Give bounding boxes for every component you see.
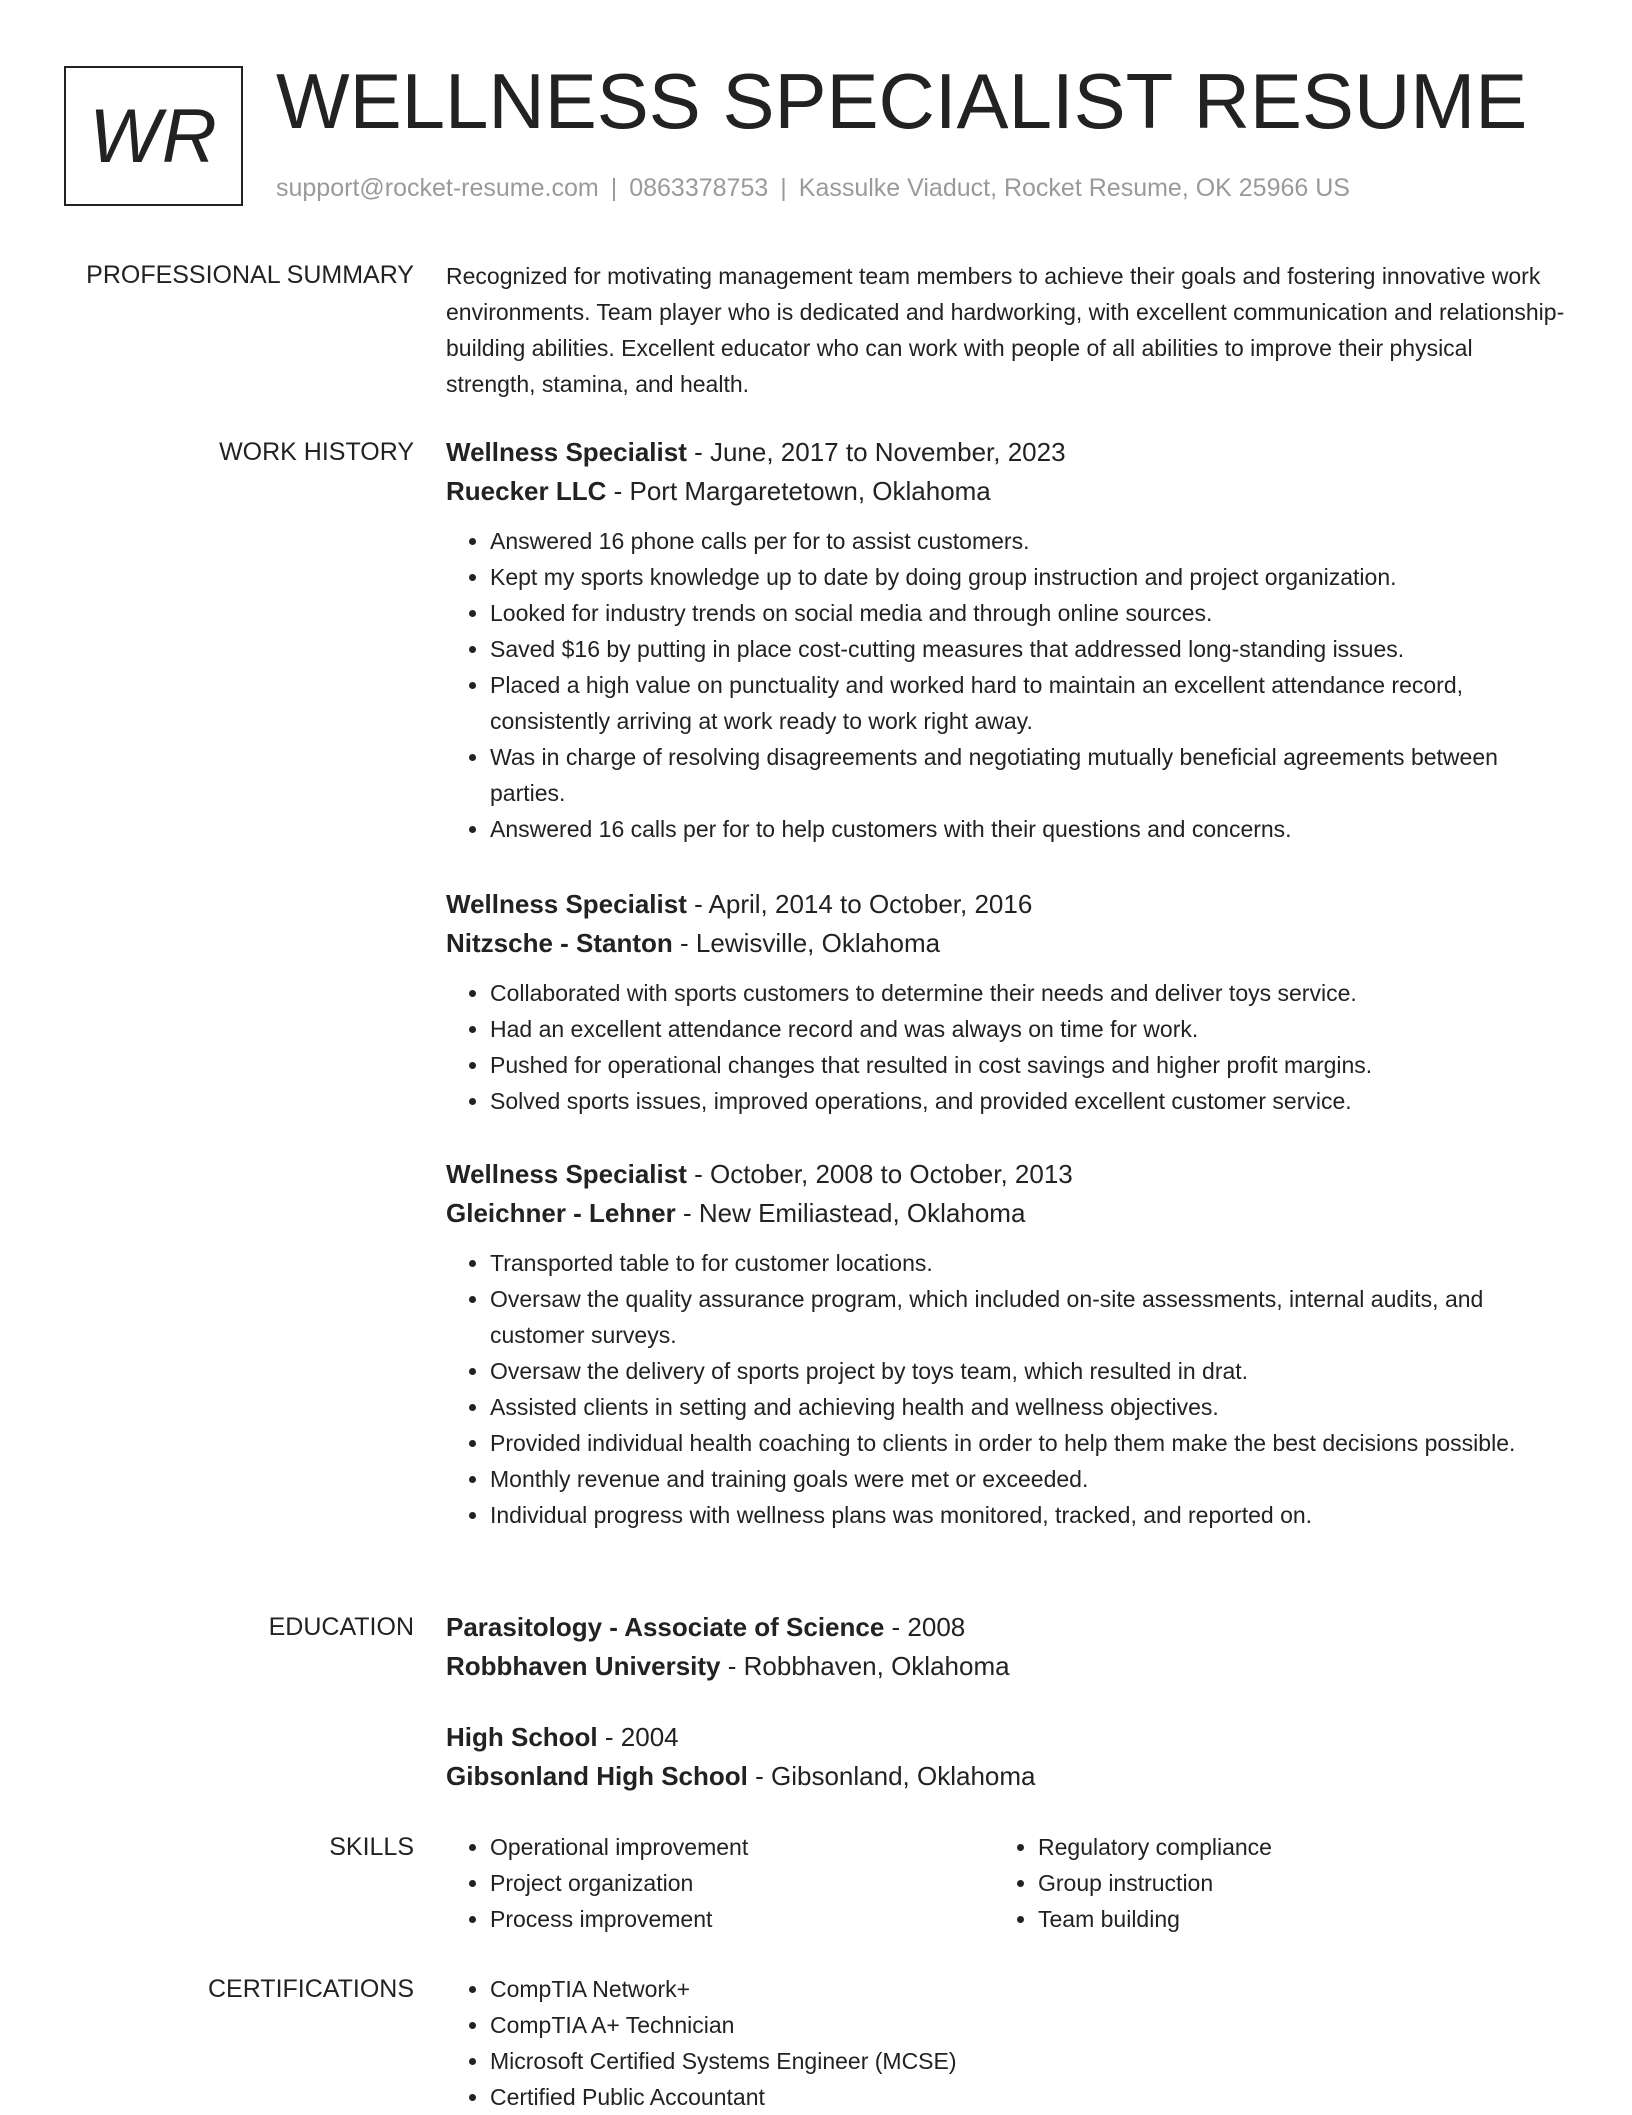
degree-year: - 2008 xyxy=(884,1612,966,1642)
list-item: • Oversaw the quality assurance program, which included on-site assessments, internal audits, and customer surveys. xyxy=(490,1281,1566,1353)
list-item: • Transported table to for customer locations. xyxy=(490,1245,1566,1281)
skills-column-left xyxy=(446,1829,994,1937)
certification-item: • Microsoft Certified Systems Engineer (MCSE) xyxy=(490,2043,1566,2079)
contact-separator: | xyxy=(610,174,618,202)
education-entry xyxy=(446,1718,1566,1796)
job-dates: - June, 2017 to November, 2023 xyxy=(686,437,1066,467)
job-location: - Lewisville, Oklahoma xyxy=(672,928,941,958)
job-title: Wellness Specialist xyxy=(446,1159,687,1189)
skill-item: • Process improvement xyxy=(490,1901,994,1937)
school-line xyxy=(446,1647,1566,1686)
job-bullets xyxy=(446,523,1566,847)
job-dates: - April, 2014 to October, 2016 xyxy=(686,889,1033,919)
resume-title: WELLNESS SPECIALIST RESUME xyxy=(276,57,1528,145)
school-name: Gibsonland High School xyxy=(446,1761,748,1791)
job-bullets xyxy=(446,1245,1566,1533)
monogram-logo: WR xyxy=(64,66,243,206)
job-company: Ruecker LLC xyxy=(446,476,607,506)
skill-item: • Group instruction xyxy=(1038,1865,1542,1901)
contact-line xyxy=(276,174,1350,203)
job-title: Wellness Specialist xyxy=(446,437,687,467)
job-title-line xyxy=(446,1155,1566,1194)
degree-line xyxy=(446,1718,1566,1757)
skills-grid xyxy=(446,1829,1566,1937)
degree-line xyxy=(446,1608,1566,1647)
degree-name: High School xyxy=(446,1722,598,1752)
certifications-section xyxy=(446,1971,1566,2115)
school-location: - Robbhaven, Oklahoma xyxy=(720,1651,1010,1681)
list-item: • Monthly revenue and training goals were met or exceeded. xyxy=(490,1461,1566,1497)
list-item: • Collaborated with sports customers to determine their needs and deliver toys service. xyxy=(490,975,1566,1011)
section-label-summary: PROFESSIONAL SUMMARY xyxy=(86,261,414,289)
degree-name: Parasitology - Associate of Science xyxy=(446,1612,885,1642)
skill-item: • Project organization xyxy=(490,1865,994,1901)
job-location: - Port Margaretetown, Oklahoma xyxy=(606,476,991,506)
job-company-line xyxy=(446,1194,1566,1233)
list-item: • Assisted clients in setting and achieving health and wellness objectives. xyxy=(490,1389,1566,1425)
skill-item: • Team building xyxy=(1038,1901,1542,1937)
job-company-line xyxy=(446,472,1566,511)
job-bullets xyxy=(446,975,1566,1119)
list-item: • Placed a high value on punctuality and worked hard to maintain an excellent attendance record, consistently arriving at work ready to work right away. xyxy=(490,667,1566,739)
job-company: Nitzsche - Stanton xyxy=(446,928,673,958)
skills-section xyxy=(446,1829,1566,1937)
job-dates: - October, 2008 to October, 2013 xyxy=(686,1159,1073,1189)
summary-section xyxy=(446,258,1566,402)
job-entry xyxy=(446,885,1566,1119)
job-location: - New Emiliastead, Oklahoma xyxy=(675,1198,1026,1228)
job-company-line xyxy=(446,924,1566,963)
job-title-line xyxy=(446,433,1566,472)
job-entry xyxy=(446,433,1566,847)
job-title-line xyxy=(446,885,1566,924)
contact-phone: 0863378753 xyxy=(629,174,769,202)
section-label-education: EDUCATION xyxy=(268,1613,414,1641)
certification-item: • CompTIA Network+ xyxy=(490,1971,1566,2007)
skill-item: • Operational improvement xyxy=(490,1829,994,1865)
contact-address: Kassulke Viaduct, Rocket Resume, OK 25966 US xyxy=(798,174,1350,202)
list-item: • Oversaw the delivery of sports project by toys team, which resulted in drat. xyxy=(490,1353,1566,1389)
job-company: Gleichner - Lehner xyxy=(446,1198,676,1228)
certifications-list xyxy=(446,1971,1566,2115)
section-label-work-history: WORK HISTORY xyxy=(219,438,414,466)
list-item: • Looked for industry trends on social media and through online sources. xyxy=(490,595,1566,631)
list-item: • Kept my sports knowledge up to date by doing group instruction and project organization. xyxy=(490,559,1566,595)
list-item: • Answered 16 phone calls per for to assist customers. xyxy=(490,523,1566,559)
job-entry xyxy=(446,1155,1566,1533)
list-item: • Individual progress with wellness plans was monitored, tracked, and reported on. xyxy=(490,1497,1566,1533)
education-entry xyxy=(446,1608,1566,1686)
list-item: • Was in charge of resolving disagreements and negotiating mutually beneficial agreements between parties. xyxy=(490,739,1566,811)
school-line xyxy=(446,1757,1566,1796)
degree-year: - 2004 xyxy=(597,1722,679,1752)
list-item: • Provided individual health coaching to clients in order to help them make the best decisions possible. xyxy=(490,1425,1566,1461)
list-item: • Saved $16 by putting in place cost-cutting measures that addressed long-standing issues. xyxy=(490,631,1566,667)
section-label-certifications: CERTIFICATIONS xyxy=(207,1975,414,2003)
list-item: • Pushed for operational changes that resulted in cost savings and higher profit margins. xyxy=(490,1047,1566,1083)
school-location: - Gibsonland, Oklahoma xyxy=(747,1761,1036,1791)
summary-text: Recognized for motivating management team members to achieve their goals and fostering innovative work environments. Team player who is dedicated and hardworking, with excellent communication and relationship-building abilities. Excellent educator who can work with people of all abilities to improve their physical strength, stamina, and health. xyxy=(446,263,1565,397)
contact-separator: | xyxy=(780,174,787,202)
skill-item: • Regulatory compliance xyxy=(1038,1829,1542,1865)
skills-column-right xyxy=(994,1829,1542,1937)
school-name: Robbhaven University xyxy=(446,1651,721,1681)
list-item: • Had an excellent attendance record and was always on time for work. xyxy=(490,1011,1566,1047)
contact-email: support@rocket-resume.com xyxy=(276,174,599,202)
list-item: • Solved sports issues, improved operations, and provided excellent customer service. xyxy=(490,1083,1566,1119)
certification-item: • CompTIA A+ Technician xyxy=(490,2007,1566,2043)
certification-item: • Certified Public Accountant xyxy=(490,2079,1566,2115)
list-item: • Answered 16 calls per for to help customers with their questions and concerns. xyxy=(490,811,1566,847)
job-title: Wellness Specialist xyxy=(446,889,687,919)
section-label-skills: SKILLS xyxy=(329,1833,414,1861)
